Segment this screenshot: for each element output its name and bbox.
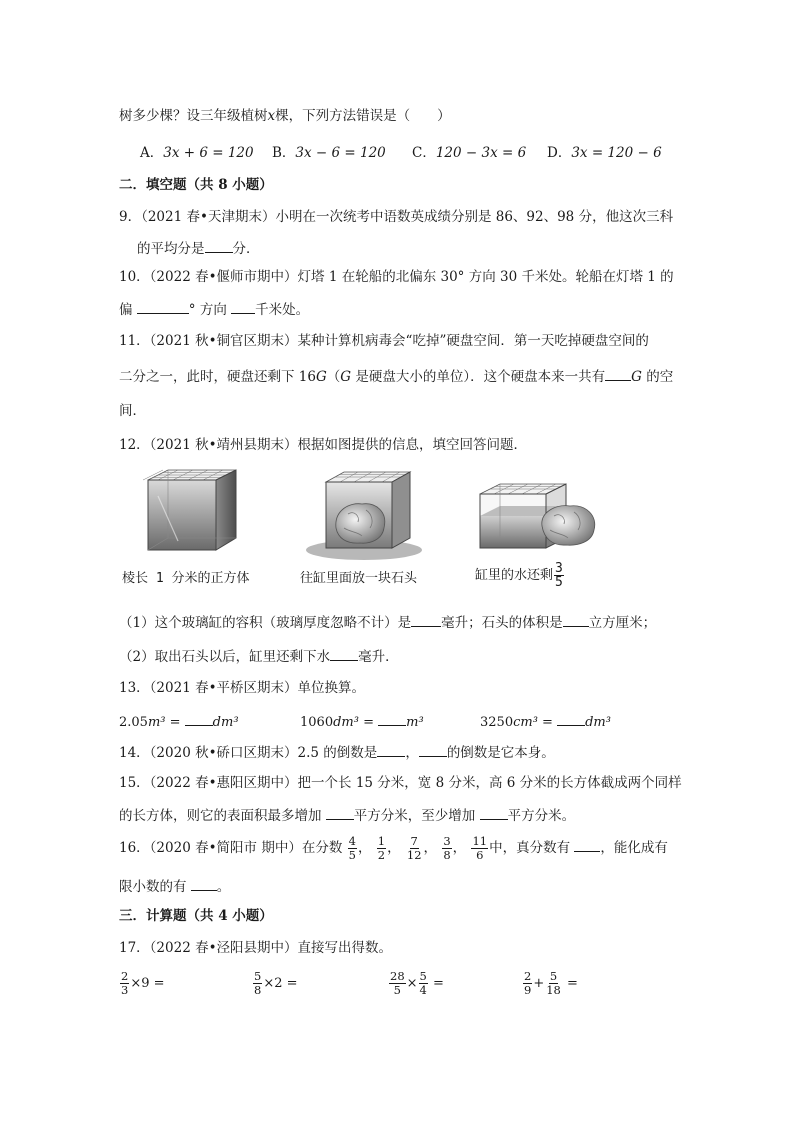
fraction — [523, 970, 532, 997]
q8-var: x — [267, 108, 276, 124]
fraction-denominator: 3 — [121, 983, 129, 997]
unit: dm³ — [333, 715, 359, 730]
q9-line2 — [137, 238, 260, 258]
q17-item4: $\frac{2}{9}$ + $\frac{5}{18}$ = — [524, 969, 578, 997]
q8-text: 树多少棵？设三年级植树 — [119, 108, 268, 124]
option-expr: 3x + 6 = 120 — [163, 145, 254, 161]
answer-blank[interactable] — [326, 805, 354, 820]
fraction-numerator: 11 — [472, 834, 488, 848]
operator: × — [406, 976, 418, 991]
fraction — [389, 970, 406, 997]
fraction-numerator: 5 — [549, 969, 558, 983]
q14-line — [119, 742, 555, 762]
q11-line2 — [119, 366, 673, 386]
cube-remaining-water-figure — [470, 466, 610, 556]
q16-text: 。 — [216, 879, 231, 895]
fraction-numerator: 5 — [419, 969, 427, 983]
q13-item3: 3250cm³ = dm³ — [480, 711, 611, 732]
q13-line1: 13．（2021 春•平桥区期末）单位换算。 — [119, 680, 366, 696]
fraction-numerator: 2 — [524, 969, 532, 983]
fraction-denominator: 8 — [254, 983, 262, 997]
answer-blank[interactable] — [185, 711, 213, 726]
q15-text: 的长方体，则它的表面积最多增加 — [119, 808, 326, 824]
operator: + — [533, 976, 545, 991]
answer-blank[interactable] — [605, 366, 631, 381]
fraction-denominator: 2 — [377, 848, 386, 862]
answer-blank[interactable] — [378, 711, 406, 726]
answer-blank[interactable] — [205, 238, 233, 253]
fraction — [442, 835, 451, 862]
q16-line1: 16．（2020 春•简阳市 期中）在分数 $\frac{4}{5}$ ， $\frac{1}{2}$ ， $\frac{7}{12}$ ， $\frac{3}{8}$ ， $\frac{11}{6}$ 中，真分数有 ，能化成有 — [119, 834, 668, 862]
q8-text2: 棵，下列方法错误是（ ） — [275, 108, 451, 124]
fraction-numerator: 28 — [390, 969, 405, 983]
q12-text: 毫升． — [358, 649, 399, 665]
q10-line2 — [119, 299, 309, 319]
q11-text: 二分之一，此时，硬盘还剩下 16 — [119, 369, 316, 385]
q15-line1: 15．（2022 春•惠阳区期中）把一个长 15 分米，宽 8 分米，高 6 分米的长方体截成两个同样 — [119, 775, 682, 791]
option-expr: 120 − 3x = 6 — [435, 145, 527, 161]
section-heading-fill-in: 二．填空题（共 8 小题） — [119, 177, 273, 193]
option-letter: D． — [547, 145, 572, 161]
q11-text: （ — [326, 369, 341, 385]
fraction-denominator: 12 — [406, 848, 422, 862]
unit-g: G — [315, 369, 327, 385]
value: 3250 — [480, 715, 514, 730]
q9-text: 分． — [232, 241, 260, 257]
q13-item1: 2.05m³ = dm³ — [119, 711, 239, 732]
q8-option-d[interactable] — [547, 144, 662, 162]
q10-text: ° 方向 — [188, 302, 232, 318]
answer-blank[interactable] — [480, 805, 508, 820]
q10-text: 千米处。 — [255, 302, 310, 318]
fraction-denominator: 18 — [546, 983, 561, 997]
fraction — [120, 970, 129, 997]
answer-blank[interactable] — [411, 612, 441, 627]
glass-cube-figure — [118, 466, 248, 556]
q15-text: 平方分米。 — [507, 808, 576, 824]
fraction-numerator: 2 — [121, 969, 129, 983]
fraction — [419, 970, 428, 997]
option-letter: B． — [272, 145, 296, 161]
fraction-numerator: 1 — [377, 834, 386, 848]
fraction-numerator: 3 — [555, 561, 563, 576]
q8-option-c[interactable] — [412, 144, 526, 162]
q11-text: 的空 — [641, 369, 674, 385]
answer-blank[interactable] — [419, 742, 447, 757]
q17-line1: 17．（2022 春•泾阳县期中）直接写出得数。 — [119, 940, 393, 956]
figure3-caption — [475, 562, 565, 589]
q8-line — [119, 107, 451, 125]
q14-text: 14．（2020 秋•硚口区期末）2.5 的倒数是 — [119, 745, 378, 761]
q10-text: 偏 — [119, 302, 137, 318]
q12-text: 毫升；石头的体积是 — [441, 615, 563, 631]
q14-text: ， — [405, 745, 419, 761]
fraction — [253, 970, 262, 997]
q11-line3: 间． — [119, 403, 146, 419]
q15-line2 — [119, 805, 575, 825]
unit: cm³ — [513, 715, 538, 730]
q16-line2 — [119, 876, 230, 896]
q17-item1 — [119, 970, 165, 997]
fraction — [545, 970, 562, 997]
unit-g: G — [340, 369, 352, 385]
q10-line1: 10．（2022 春•偃师市期中）灯塔 1 在轮船的北偏东 30° 方向 30 千米处。轮船在灯塔 1 的 — [119, 269, 674, 285]
q8-option-b[interactable] — [272, 144, 386, 162]
fraction — [377, 835, 386, 862]
q11-line1: 11．（2021 秋•铜官区期末）某种计算机病毒会“吃掉”硬盘空间．第一天吃掉硬盘空间的 — [119, 333, 649, 349]
operator: ×9 = — [130, 976, 165, 991]
q17-item3: $\frac{28}{5}$ × $\frac{5}{4}$ = — [390, 969, 444, 997]
option-letter: C． — [412, 145, 436, 161]
cube-with-stone-figure — [300, 466, 430, 562]
q12-sub2 — [119, 646, 399, 666]
q16-text: 限小数的有 — [119, 879, 191, 895]
q12-line1: 12．（2021 秋•靖州县期末）根据如图提供的信息，填空回答问题． — [119, 437, 528, 453]
unit-g: G — [631, 369, 642, 385]
section-heading-calculation: 三．计算题（共 4 小题） — [119, 908, 273, 924]
fraction-numerator: 7 — [410, 834, 418, 848]
q9-text: 的平均分是 — [137, 241, 205, 257]
fraction-denominator: 9 — [524, 983, 532, 997]
q15-text: 平方分米，至少增加 — [353, 808, 480, 824]
answer-blank[interactable] — [557, 711, 585, 726]
q17-item2 — [252, 970, 298, 997]
unit: dm³ — [212, 715, 239, 730]
q12-sub1 — [119, 612, 656, 632]
q16-text: ，能化成有 — [600, 840, 668, 856]
unit: m³ — [406, 715, 424, 730]
option-letter: A． — [140, 145, 164, 161]
value: 2.05 — [119, 715, 148, 730]
answer-blank[interactable] — [330, 646, 358, 661]
fraction-numerator: 4 — [348, 834, 356, 848]
fraction — [348, 835, 357, 862]
fraction-denominator: 5 — [555, 575, 563, 590]
value: 1060 — [300, 715, 334, 730]
q8-option-a[interactable] — [140, 144, 254, 162]
q16-text: 中，真分数有 — [489, 840, 575, 856]
figure2-caption: 往缸里面放一块石头 — [300, 571, 418, 586]
q14-text: 的倒数是它本身。 — [446, 745, 555, 761]
fraction-denominator: 5 — [348, 848, 356, 862]
fraction — [406, 835, 423, 862]
unit: m³ — [147, 715, 166, 730]
unit: dm³ — [585, 715, 611, 730]
option-expr: 3x − 6 = 120 — [295, 145, 386, 161]
fraction-numerator: 3 — [443, 834, 451, 848]
q12-text: 立方厘米； — [588, 615, 657, 631]
operator: ×2 = — [263, 976, 298, 991]
answer-blank[interactable] — [563, 612, 589, 627]
q9-line1: 9．（2021 春•天津期末）小明在一次统考中语数英成绩分别是 86、92、98 分，他这次三科 — [119, 209, 674, 225]
q16-text: 16．（2020 春•简阳市 期中）在分数 — [119, 840, 343, 856]
fraction-denominator: 6 — [476, 848, 484, 862]
fraction-denominator: 5 — [393, 983, 401, 997]
figure3-caption-text: 缸里的水还剩 — [475, 568, 554, 583]
answer-blank[interactable] — [231, 299, 255, 314]
fraction-numerator: 5 — [254, 969, 262, 983]
figure1-caption: 棱长 1 分米的正方体 — [122, 571, 250, 586]
q12-text: （1）这个玻璃缸的容积（玻璃厚度忽略不计）是 — [119, 615, 412, 631]
fraction — [471, 835, 488, 862]
q12-text: （2）取出石头以后，缸里还剩下水 — [119, 649, 331, 665]
answer-blank[interactable] — [191, 876, 217, 891]
answer-blank[interactable] — [137, 299, 189, 314]
q11-text: 是硬盘大小的单位）．这个硬盘本来一共有 — [351, 369, 606, 385]
q13-item2: 1060dm³ = m³ — [300, 711, 424, 732]
answer-blank[interactable] — [574, 837, 600, 852]
answer-blank[interactable] — [377, 742, 405, 757]
fraction-denominator: 8 — [443, 848, 451, 862]
fraction-denominator: 4 — [419, 983, 427, 997]
figure3-fraction — [554, 562, 564, 589]
option-expr: 3x = 120 − 6 — [571, 145, 662, 161]
